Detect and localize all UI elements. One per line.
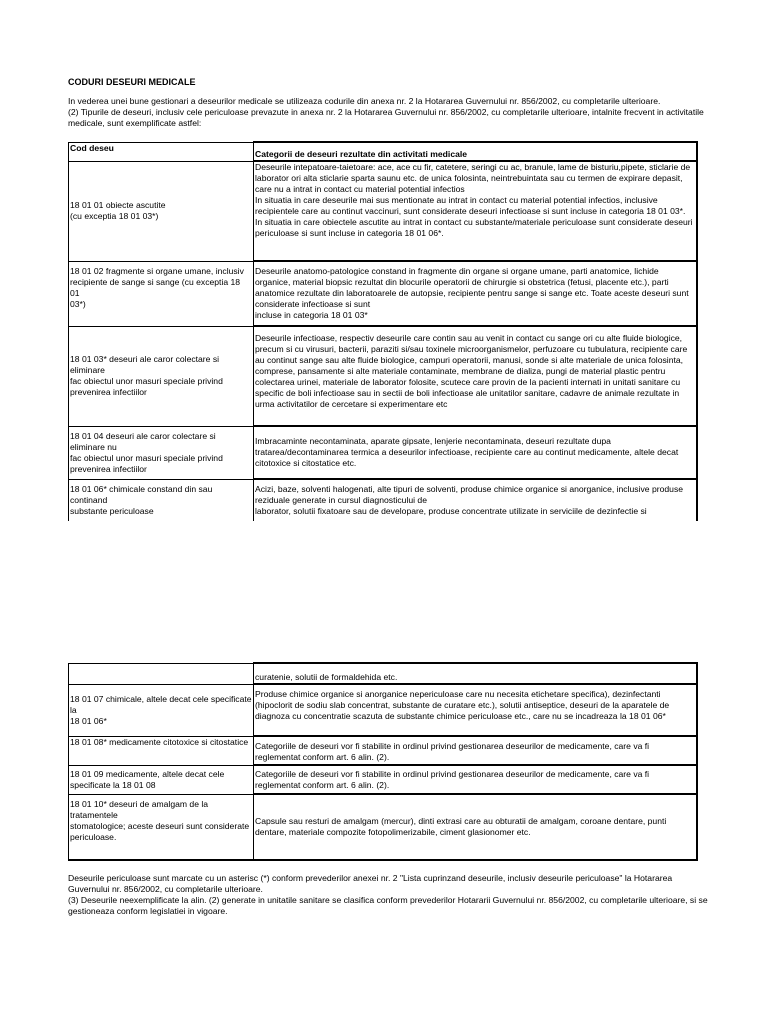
- document-title: CODURI DESEURI MEDICALE: [68, 77, 196, 87]
- waste-codes-table-part-2: [68, 662, 698, 861]
- table-row: [69, 794, 698, 860]
- waste-category-cell: Produse chimice organice si anorganice nepericuloase care nu necesita etichetare specifica), dezinfectanti (hipoclorit de sodiu slab concentrat, substante de curatare etc.), solutii antiseptice, deseuri de la aparatele de diagnoza cu concentratie scazuta de substante chimice periculoase etc., care nu se incadreaza la 18 01 06*: [254, 684, 698, 736]
- waste-category-cell: Capsule sau resturi de amalgam (mercur), dinti extrasi care au obturatii de amalgam, coroane dentare, punti dentare, materiale compozite fotopolimerizabile, ciment glasionomer etc.: [254, 794, 698, 860]
- waste-category-cell: Deseurile infectioase, respectiv deseurile care contin sau au venit in contact cu sange ori cu alte fluide biologice, precum si cu virusuri, bacterii, paraziti si/sau toxinele microorganismelor, perfuzoare cu tubulatura, recipiente care au continut sange sau alte fluide biologice, campuri operatorii, manusi, sonde si alte materiale de unica folosinta, comprese, pansamente si alte materiale contaminate, membrane de dializa, pungi de material plastic pentru colectarea urinei, materiale de laborator folosite, scutece care provin de la pacienti internati in unitati sanitare cu specific de boli infectioase sau in sectii de boli infectioase ale unitatilor sanitare, cadavre de animale rezultate in urma activitatilor de cercetare si experimentare etc: [254, 326, 698, 426]
- table-row: [69, 161, 698, 261]
- waste-code-cell: 18 01 04 deseuri ale caror colectare si eliminare nu fac obiectul unor masuri speciale privind prevenirea infectiilor: [69, 426, 254, 479]
- table-row: [69, 736, 698, 765]
- table-continuation-row: [69, 663, 698, 684]
- waste-code-cell: 18 01 10* deseuri de amalgam de la tratamentele stomatologice; aceste deseuri sunt considerate periculoase.: [69, 794, 254, 860]
- waste-category-cell: Deseurile intepatoare-taietoare: ace, ace cu fir, catetere, seringi cu ac, branule, lame de bisturiu,pipete, sticlarie de laborator ori alta sticlarie sparta saunu etc. de unica folosinta, neintrebuintata sau cu termen de expirare depasit, care nu a intrat in contact cu material potential infectios In situatia in care deseurile mai sus mentionate au intrat in contact cu material potential infectios, inclusive recipientele care au continut vaccinuri, sunt considerate deseuri infectioase si sunt incluse in categoria 18 01 03*. In situatia in care obiectele ascutite au intrat in contact cu substante/materiale periculoase sunt considerate deseuri periculoase si sunt incluse in categoria 18 01 06*.: [254, 161, 698, 261]
- footer-paragraph: Deseurile periculoase sunt marcate cu un asterisc (*) conform prevederilor anexei nr. 2 "Lista cuprinzand deseurile, inclusiv deseurile periculoase" la Hotararea Guvernului nr. 856/2002, cu completarile ulterioare. (3) Deseurile neexemplificate la alin. (2) generate in unitatile sanitare se clasifica conform prevederilor Hotararii Guvernului nr. 856/2002, cu completarile ulterioare, si se gestioneaza conform legislatiei in vigoare.: [68, 873, 708, 916]
- waste-code-cell: 18 01 02 fragmente si organe umane, inclusiv recipiente de sange si sange (cu exceptia 18 01 03*): [69, 261, 254, 326]
- waste-code-cell: 18 01 08* medicamente citotoxice si citostatice: [69, 736, 254, 765]
- waste-category-cell: Acizi, baze, solventi halogenati, alte tipuri de solventi, produse chimice organice si anorganice, inclusive produse reziduale generate in cursul diagnosticului de laborator, solutii fixatoare sau de developare, produse concentrate utilizate in serviciile de dezinfectie si: [254, 479, 698, 521]
- waste-code-cell: 18 01 01 obiecte ascutite (cu exceptia 18 01 03*): [69, 161, 254, 261]
- table-header-row: [69, 142, 698, 161]
- waste-category-cell: Categoriile de deseuri vor fi stabilite in ordinul privind gestionarea deseurilor de medicamente, care va fi reglementat conform art. 6 alin. (2).: [254, 736, 698, 765]
- waste-category-cell: Categoriile de deseuri vor fi stabilite in ordinul privind gestionarea deseurilor de medicamente, care va fi reglementat conform art. 6 alin. (2).: [254, 765, 698, 794]
- table-row: [69, 684, 698, 736]
- continuation-text: curatenie, solutii de formaldehida etc.: [254, 663, 698, 684]
- table-row: [69, 765, 698, 794]
- waste-code-cell: 18 01 03* deseuri ale caror colectare si eliminare fac obiectul unor masuri speciale privind prevenirea infectiilor: [69, 326, 254, 426]
- waste-code-cell: 18 01 07 chimicale, altele decat cele specificate la 18 01 06*: [69, 684, 254, 736]
- waste-code-cell: 18 01 06* chimicale constand din sau continand substante periculoase: [69, 479, 254, 521]
- waste-category-cell: Deseurile anatomo-patologice constand in fragmente din organe si organe umane, parti anatomice, lichide organice, material biopsic rezultat din blocurile operatorii de chirurgie si obstetrica (fetusi, placente etc.), parti anatomice rezultate din laboratoarele de autopsie, recipiente pentru sange si sange etc. Toate aceste deseuri sunt considerate infectioase si sunt incluse in categoria 18 01 03*: [254, 261, 698, 326]
- waste-category-cell: Imbracaminte necontaminata, aparate gipsate, lenjerie necontaminata, deseuri rezultate dupa tratarea/decontaminarea termica a deseurilor infectioase, recipiente care au continut medicamente, altele decat citotoxice si citostatice etc.: [254, 426, 698, 479]
- intro-paragraph: In vederea unei bune gestionari a deseurilor medicale se utilizeaza codurile din anexa nr. 2 la Hotararea Guvernului nr. 856/2002, cu completarile ulterioare. (2) Tipurile de deseuri, inclusiv cele periculoase prevazute in anexa nr. 2 la Hotararea Guvernului nr. 856/2002, cu completarile ulterioare, intalnite frecvent in activitatile medicale, sunt exemplificate astfel:: [68, 96, 704, 128]
- table-row: [69, 426, 698, 479]
- table-row: [69, 326, 698, 426]
- table-row: [69, 261, 698, 326]
- header-code: Cod deseu: [69, 142, 254, 161]
- waste-code-cell: 18 01 09 medicamente, altele decat cele specificate la 18 01 08: [69, 765, 254, 794]
- table-row: [69, 479, 698, 521]
- waste-codes-table-part-1: [68, 141, 698, 521]
- header-category: Categorii de deseuri rezultate din activitati medicale: [254, 142, 698, 161]
